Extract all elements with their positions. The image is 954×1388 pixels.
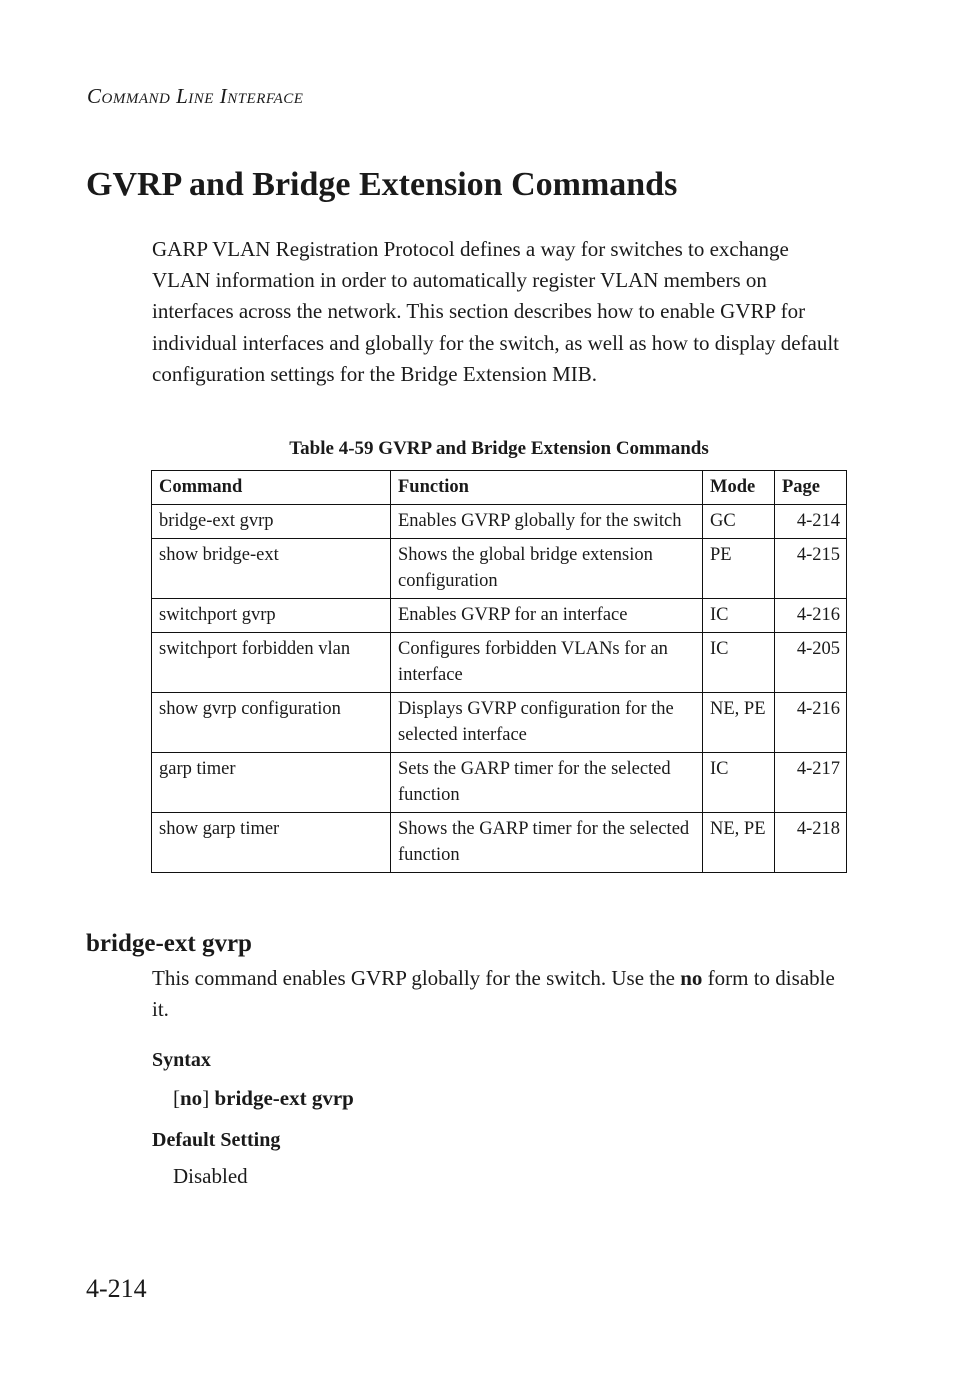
cell-function: Enables GVRP globally for the switch xyxy=(391,505,703,539)
page-number: 4-214 xyxy=(86,1274,147,1303)
cell-command: show gvrp configuration xyxy=(152,693,391,753)
table-row xyxy=(152,633,847,693)
cell-function: Sets the GARP timer for the selected function xyxy=(391,753,703,813)
cell-page: 4-205 xyxy=(775,633,847,693)
cell-command: show bridge-ext xyxy=(152,539,391,599)
cell-command: bridge-ext gvrp xyxy=(152,505,391,539)
syntax-bracket-open: [ xyxy=(173,1086,180,1110)
cell-function: Shows the global bridge extension configuration xyxy=(391,539,703,599)
syntax-bracket-close: ] xyxy=(202,1086,215,1110)
cell-mode: PE xyxy=(703,539,775,599)
default-setting-value: Disabled xyxy=(173,1164,248,1188)
cell-mode: NE, PE xyxy=(703,693,775,753)
header-command: Command xyxy=(152,471,391,505)
syntax-keyword-no: no xyxy=(180,1086,203,1110)
cell-function: Shows the GARP timer for the selected function xyxy=(391,813,703,873)
header-cap-1: C xyxy=(87,84,102,108)
section-description xyxy=(152,963,844,1025)
cell-mode: IC xyxy=(703,633,775,693)
syntax-line xyxy=(173,1086,354,1111)
cell-command: switchport forbidden vlan xyxy=(152,633,391,693)
page-title: GVRP and Bridge Extension Commands xyxy=(86,166,678,203)
cell-command: garp timer xyxy=(152,753,391,813)
cell-mode: IC xyxy=(703,753,775,813)
running-header xyxy=(87,84,303,109)
cell-page: 4-215 xyxy=(775,539,847,599)
intro-paragraph: GARP VLAN Registration Protocol defines a way for switches to exchange VLAN information in order to automatically register VLAN members on interfaces across the network. This section describes how to enable GVRP for individual interfaces and globally for the switch, as well as how to display default configuration settings for the Bridge Extension MIB. xyxy=(152,237,839,386)
table-row xyxy=(152,599,847,633)
desc-keyword-no: no xyxy=(680,966,703,990)
table-header-row xyxy=(152,471,847,505)
table-row xyxy=(152,505,847,539)
cell-function: Configures forbidden VLANs for an interface xyxy=(391,633,703,693)
cell-page: 4-217 xyxy=(775,753,847,813)
default-setting-heading: Default Setting xyxy=(152,1129,281,1151)
section-title: bridge-ext gvrp xyxy=(86,930,252,957)
table-caption: Table 4-59 GVRP and Bridge Extension Commands xyxy=(289,438,709,459)
cell-command: show garp timer xyxy=(152,813,391,873)
table-row xyxy=(152,539,847,599)
table-row xyxy=(152,693,847,753)
desc-text-before: This command enables GVRP globally for the switch. Use the xyxy=(152,966,681,990)
cell-page: 4-218 xyxy=(775,813,847,873)
cell-page: 4-214 xyxy=(775,505,847,539)
syntax-command: bridge-ext gvrp xyxy=(214,1086,354,1110)
cell-mode: IC xyxy=(703,599,775,633)
table-row xyxy=(152,753,847,813)
table-row xyxy=(152,813,847,873)
header-page: Page xyxy=(775,471,847,505)
header-function: Function xyxy=(391,471,703,505)
header-mode: Mode xyxy=(703,471,775,505)
cell-function: Displays GVRP configuration for the selected interface xyxy=(391,693,703,753)
syntax-heading: Syntax xyxy=(152,1049,211,1071)
header-rest-1: OMMAND xyxy=(101,91,171,107)
header-rest-3: NTERFACE xyxy=(227,91,304,107)
cell-command: switchport gvrp xyxy=(152,599,391,633)
cell-page: 4-216 xyxy=(775,693,847,753)
cell-mode: NE, PE xyxy=(703,813,775,873)
header-cap-2: L xyxy=(176,84,189,108)
desc-text-after: form to disable it. xyxy=(152,966,835,1022)
cell-page: 4-216 xyxy=(775,599,847,633)
command-table xyxy=(151,470,847,873)
header-rest-2: INE xyxy=(188,91,214,107)
cell-mode: GC xyxy=(703,505,775,539)
cell-function: Enables GVRP for an interface xyxy=(391,599,703,633)
header-cap-3: I xyxy=(219,84,228,108)
